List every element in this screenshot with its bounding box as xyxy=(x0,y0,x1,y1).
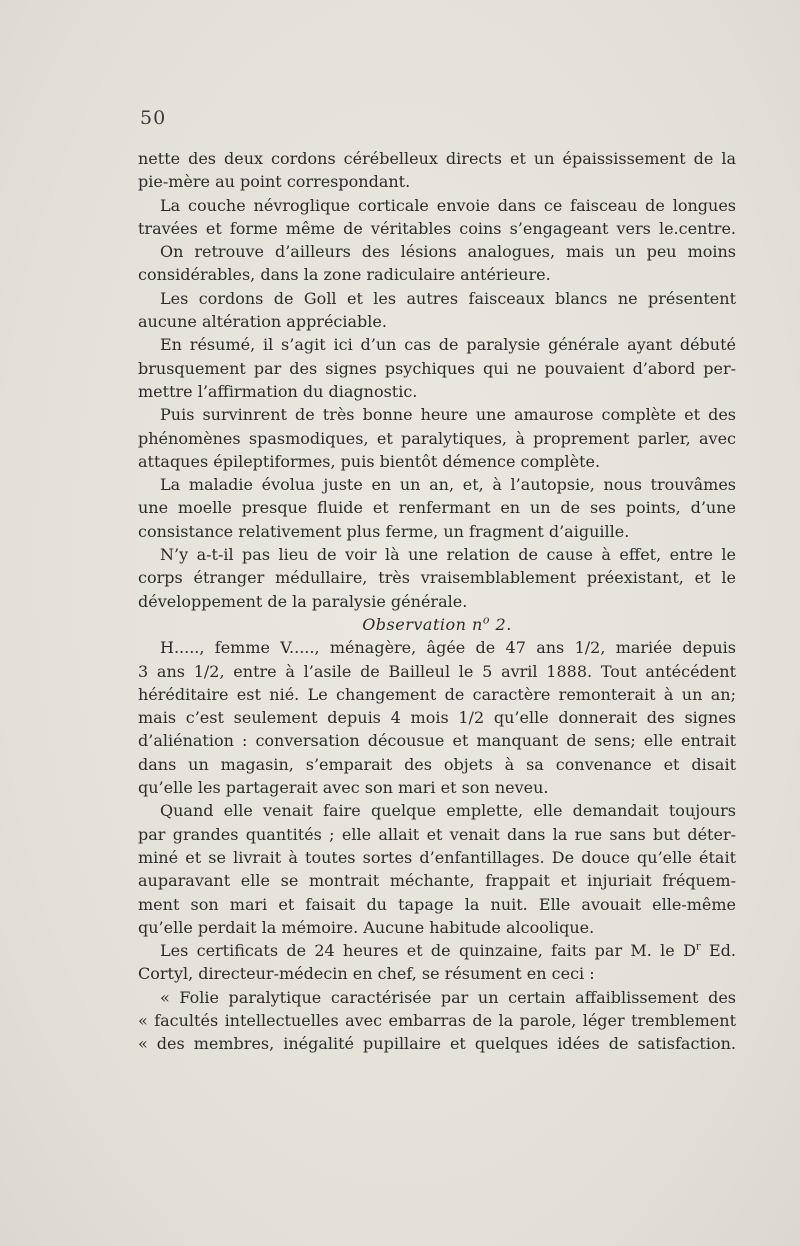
text-line: mettre l’affirmation du diagnostic. xyxy=(138,381,418,401)
text-line: qu’elle perdait la mémoire. Aucune habitude alcoolique. xyxy=(138,917,595,937)
text-line: une moelle presque fluide et renfermant en un de ses points, d’une xyxy=(138,498,736,518)
text-line: miné et se livrait à toutes sortes d’enfantillages. De douce qu’elle était xyxy=(138,847,736,867)
text-line: « Folie paralytique caractérisée par un certain affaiblissement des xyxy=(160,987,736,1007)
text-line: phénomènes spasmodiques, et paralytiques, à proprement parler, avec xyxy=(138,428,736,448)
text-line: considérables, dans la zone radiculaire antérieure. xyxy=(138,265,551,285)
text-line: héréditaire est nié. Le changement de caractère remonterait à un an; xyxy=(138,684,736,704)
text-line: « des membres, inégalité pupillaire et quelques idées de satisfaction. xyxy=(138,1034,736,1054)
text-line: travées et forme même de véritables coins s’engageant vers le.centre. xyxy=(138,218,736,238)
paragraphs-before-observation xyxy=(138,147,736,613)
text-line: attaques épileptiformes, puis bientôt démence complète. xyxy=(138,451,601,471)
text-line: aucune altération appréciable. xyxy=(138,312,387,332)
observation-heading-superscript: o xyxy=(482,613,490,627)
text-line: N’y a-t-il pas lieu de voir là une relation de cause à effet, entre le xyxy=(160,545,736,565)
certificate-quote xyxy=(138,962,736,1055)
text-line: 3 ans 1/2, entre à l’asile de Bailleul le 5 avril 1888. Tout antécédent xyxy=(138,661,736,681)
text-line: qu’elle les partagerait avec son mari et son neveu. xyxy=(138,778,549,798)
text-line: « facultés intellectuelles avec embarras de la parole, léger tremblement xyxy=(138,1010,736,1030)
text-line: développement de la paralysie générale. xyxy=(138,591,468,611)
text-line: Cortyl, directeur-médecin en chef, se résument en ceci : xyxy=(138,964,595,984)
text-line: d’aliénation : conversation décousue et manquant de sens; elle entrait xyxy=(138,731,736,751)
text-line: ment son mari et faisait du tapage la nuit. Elle avouait elle-même xyxy=(138,894,736,914)
text-line: brusquement par des signes psychiques qui ne pouvaient d’abord per- xyxy=(138,358,736,378)
observation-heading-main: Observation n xyxy=(362,614,483,634)
certificats-text: Les certificats de 24 heures et de quinzaine, faits par M. le D xyxy=(160,941,696,961)
text-line: Les cordons de Goll et les autres faisceaux blancs ne présentent xyxy=(160,288,736,308)
text-line: nette des deux cordons cérébelleux directs et un épaississement de la xyxy=(138,149,736,168)
text-line xyxy=(138,939,736,962)
text-line: Quand elle venait faire quelque emplette, elle demandait toujours xyxy=(160,801,736,821)
text-line: corps étranger médullaire, très vraisemblablement préexistant, et le xyxy=(138,568,736,588)
certificats-text-end: Ed. xyxy=(700,941,736,961)
observation-paragraphs xyxy=(138,636,736,939)
text-line: auparavant elle se montrait méchante, frappait et injuriait fréquem- xyxy=(138,871,736,891)
body-text xyxy=(138,147,736,1056)
text-line: La couche névroglique corticale envoie dans ce faisceau de longues xyxy=(160,195,736,215)
doctor-superscript: r xyxy=(695,941,701,953)
text-line: dans un magasin, s’emparait des objets à sa convenance et disait xyxy=(138,754,736,774)
page-number: 50 xyxy=(140,107,167,129)
text-line: H....., femme V....., ménagère, âgée de 47 ans 1/2, mariée depuis xyxy=(160,638,736,658)
text-line: consistance relativement plus ferme, un fragment d’aiguille. xyxy=(138,521,630,541)
text-line: En résumé, il s’agit ici d’un cas de paralysie générale ayant débuté xyxy=(160,335,736,355)
observation-heading xyxy=(138,613,736,636)
observation-heading-number: 2. xyxy=(489,614,512,634)
text-line: On retrouve d’ailleurs des lésions analogues, mais un peu moins xyxy=(160,242,736,262)
text-line: mais c’est seulement depuis 4 mois 1/2 qu’elle donnerait des signes xyxy=(138,708,736,728)
text-line: par grandes quantités ; elle allait et venait dans la rue sans but déter- xyxy=(138,824,736,844)
text-line: Puis survinrent de très bonne heure une amaurose complète et des xyxy=(160,405,736,425)
text-line: pie-mère au point correspondant. xyxy=(138,172,411,192)
text-line: La maladie évolua juste en un an, et, à l’autopsie, nous trouvâmes xyxy=(160,475,736,495)
